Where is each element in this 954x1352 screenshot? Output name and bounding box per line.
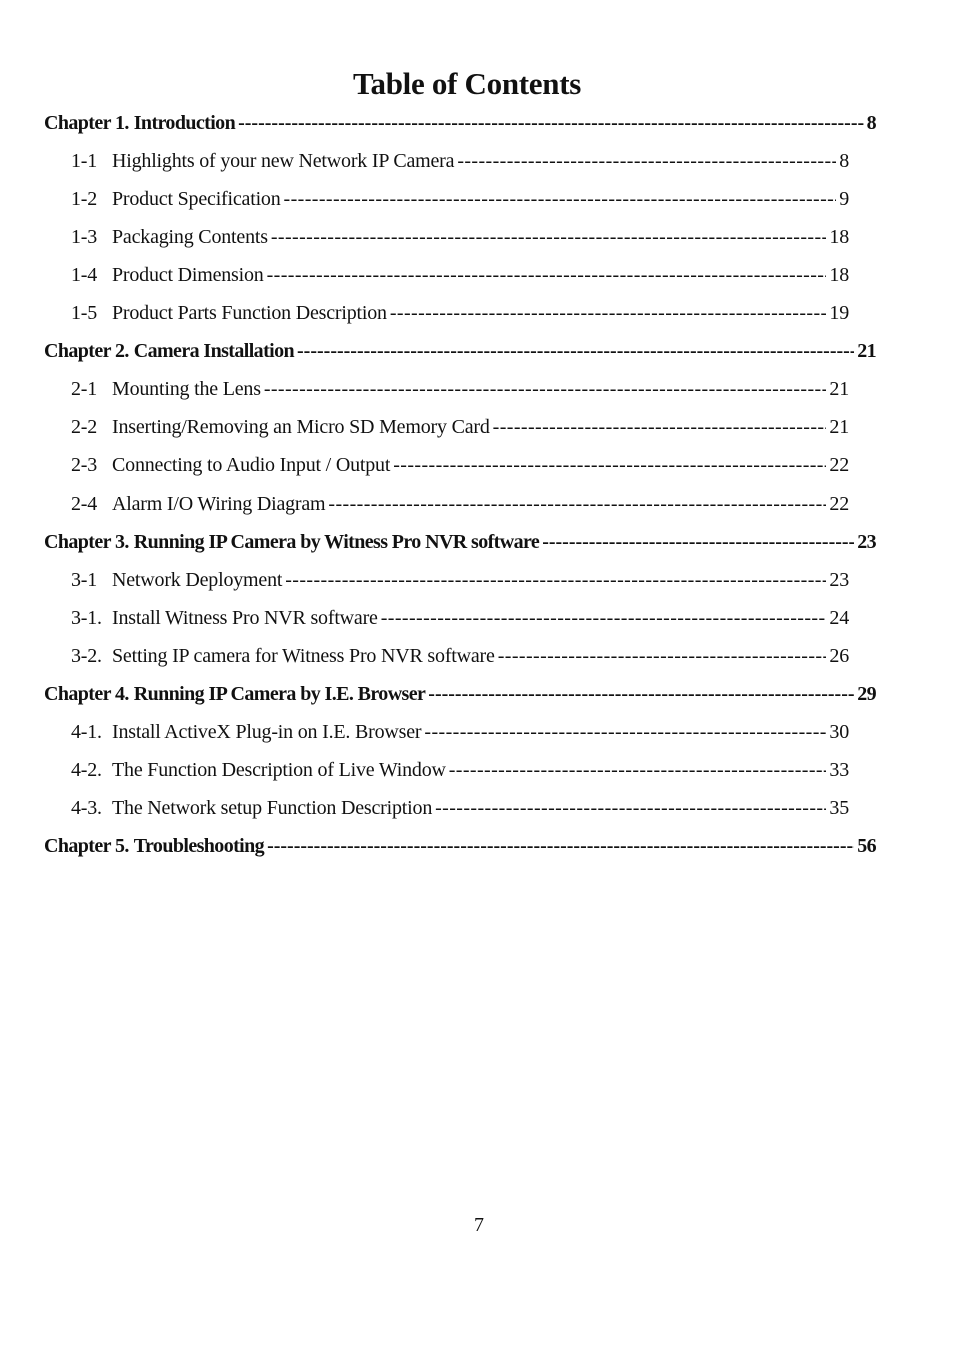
toc-entry-title: Alarm I/O Wiring Diagram bbox=[112, 492, 326, 515]
toc-entry-number: 1-1 bbox=[71, 149, 98, 172]
dash-leader bbox=[267, 264, 827, 287]
toc-entry-page-number: 23 bbox=[829, 568, 849, 591]
toc-entry-page-number: 22 bbox=[829, 492, 849, 515]
toc-entry-title: Packaging Contents bbox=[112, 225, 268, 248]
dash-leader bbox=[238, 112, 863, 135]
toc-entry-number: 1-5 bbox=[71, 302, 98, 324]
dash-leader bbox=[457, 150, 836, 173]
toc-entry-title: Connecting to Audio Input / Output bbox=[112, 454, 391, 477]
toc-entry-page-number: 18 bbox=[829, 225, 849, 248]
page-title: Table of Contents bbox=[352, 66, 581, 101]
dash-leader bbox=[542, 531, 854, 554]
dash-leader bbox=[428, 683, 854, 706]
toc-section-entry[interactable] bbox=[71, 218, 849, 256]
toc-entry-title: Mounting the Lens bbox=[112, 378, 261, 401]
toc-entry-number: 4-2. bbox=[71, 759, 102, 782]
dash-leader bbox=[328, 493, 826, 516]
toc-entry-page-number: 9 bbox=[839, 187, 849, 210]
toc-entry-title: Product Parts Function Description bbox=[112, 302, 387, 324]
dash-leader bbox=[393, 454, 826, 477]
toc-entry-title: Setting IP camera for Witness Pro NVR software bbox=[112, 644, 495, 667]
toc-entry-number: Chapter 1. bbox=[44, 111, 129, 134]
toc-entry-page-number: 21 bbox=[857, 340, 876, 363]
toc-section-entry[interactable] bbox=[71, 752, 849, 790]
toc-entry-title: Inserting/Removing an Micro SD Memory Card bbox=[112, 416, 490, 439]
toc-section-entry[interactable] bbox=[71, 371, 849, 409]
toc-entry-number: 3-1. bbox=[71, 606, 102, 629]
toc-entry-page-number: 21 bbox=[829, 416, 849, 439]
dash-leader bbox=[381, 607, 827, 630]
dash-leader bbox=[493, 416, 827, 439]
dash-leader bbox=[498, 645, 827, 668]
toc-entry-number: Chapter 3. bbox=[44, 530, 129, 553]
toc-entry-title: Troubleshooting bbox=[133, 835, 265, 858]
toc-entry-title: The Network setup Function Description bbox=[112, 797, 433, 820]
toc-entry-title: Product Dimension bbox=[112, 263, 264, 286]
toc-entry-title: Highlights of your new Network IP Camera bbox=[112, 149, 455, 172]
toc-entry-title: The Function Description of Live Window bbox=[112, 759, 446, 782]
dash-leader bbox=[297, 340, 854, 363]
dash-leader bbox=[435, 797, 826, 820]
toc-section-entry[interactable] bbox=[71, 599, 849, 637]
toc-entry-title: Install Witness Pro NVR software bbox=[112, 606, 378, 629]
toc-entry-number: 3-2. bbox=[71, 644, 102, 667]
dash-leader bbox=[285, 569, 826, 592]
toc-chapter-entry[interactable] bbox=[44, 676, 876, 714]
toc-section-entry[interactable] bbox=[71, 295, 849, 333]
toc-entry-title: Install ActiveX Plug-in on I.E. Browser bbox=[112, 721, 422, 744]
toc-entry-title: Running IP Camera by Witness Pro NVR software bbox=[133, 530, 540, 553]
toc-section-entry[interactable] bbox=[71, 637, 849, 675]
toc-section-entry[interactable] bbox=[71, 561, 849, 599]
toc-entry-number: 3-1 bbox=[71, 568, 98, 591]
toc-entry-page-number: 24 bbox=[829, 606, 849, 629]
toc-entry-title: Product Specification bbox=[112, 187, 281, 210]
dash-leader bbox=[424, 721, 826, 744]
toc-chapter-entry[interactable] bbox=[44, 333, 876, 371]
dash-leader bbox=[449, 759, 827, 782]
toc-entry-number: 2-2 bbox=[71, 416, 98, 439]
toc-entry-number: 1-2 bbox=[71, 187, 98, 210]
toc-entry-page-number: 19 bbox=[829, 302, 849, 324]
toc-section-entry[interactable] bbox=[71, 409, 849, 447]
toc-entry-title: Camera Installation bbox=[133, 340, 295, 363]
dash-leader bbox=[390, 302, 827, 325]
toc-entry-number: 4-1. bbox=[71, 721, 102, 744]
toc-entry-number: Chapter 4. bbox=[44, 683, 129, 705]
dash-leader bbox=[271, 226, 827, 249]
toc-section-entry[interactable] bbox=[71, 180, 849, 218]
toc-entry-number: Chapter 2. bbox=[44, 340, 129, 363]
toc-entry-page-number: 30 bbox=[829, 721, 849, 744]
toc-section-entry[interactable] bbox=[71, 714, 849, 752]
toc-entry-number: 4-3. bbox=[71, 797, 102, 820]
toc-entry-page-number: 56 bbox=[857, 835, 876, 858]
toc-entry-number: 2-3 bbox=[71, 454, 98, 477]
toc-entry-number: 1-4 bbox=[71, 263, 98, 286]
toc-chapter-entry[interactable] bbox=[44, 104, 876, 142]
toc-entry-title: Running IP Camera by I.E. Browser bbox=[133, 683, 426, 705]
toc-entry-page-number: 8 bbox=[866, 111, 876, 134]
toc-entry-number: 1-3 bbox=[71, 225, 98, 248]
toc-section-entry[interactable] bbox=[71, 790, 849, 828]
toc-entry-number: 2-4 bbox=[71, 492, 98, 515]
toc-entry-title: Network Deployment bbox=[112, 568, 283, 591]
toc-section-entry[interactable] bbox=[71, 485, 849, 523]
dash-leader bbox=[284, 188, 837, 211]
toc-entry-page-number: 8 bbox=[839, 149, 849, 172]
toc-entry-page-number: 33 bbox=[829, 759, 849, 782]
toc-section-entry[interactable] bbox=[71, 256, 849, 294]
toc-entry-page-number: 26 bbox=[829, 644, 849, 667]
dash-leader bbox=[267, 835, 854, 858]
toc-entry-page-number: 22 bbox=[829, 454, 849, 477]
toc-entry-number: 2-1 bbox=[71, 378, 98, 401]
toc-chapter-entry[interactable] bbox=[44, 828, 876, 866]
toc-entry-page-number: 35 bbox=[829, 797, 849, 820]
toc-entry-page-number: 23 bbox=[857, 530, 876, 553]
toc-entry-number: Chapter 5. bbox=[44, 835, 129, 858]
toc-section-entry[interactable] bbox=[71, 142, 849, 180]
toc-section-entry[interactable] bbox=[71, 447, 849, 485]
toc-entry-page-number: 18 bbox=[829, 263, 849, 286]
page-number: 7 bbox=[474, 1214, 484, 1236]
toc-entry-page-number: 29 bbox=[857, 683, 876, 705]
toc-entry-page-number: 21 bbox=[829, 378, 849, 401]
dash-leader bbox=[264, 378, 827, 401]
toc-chapter-entry[interactable] bbox=[44, 523, 876, 561]
toc-entry-title: Introduction bbox=[133, 111, 236, 134]
